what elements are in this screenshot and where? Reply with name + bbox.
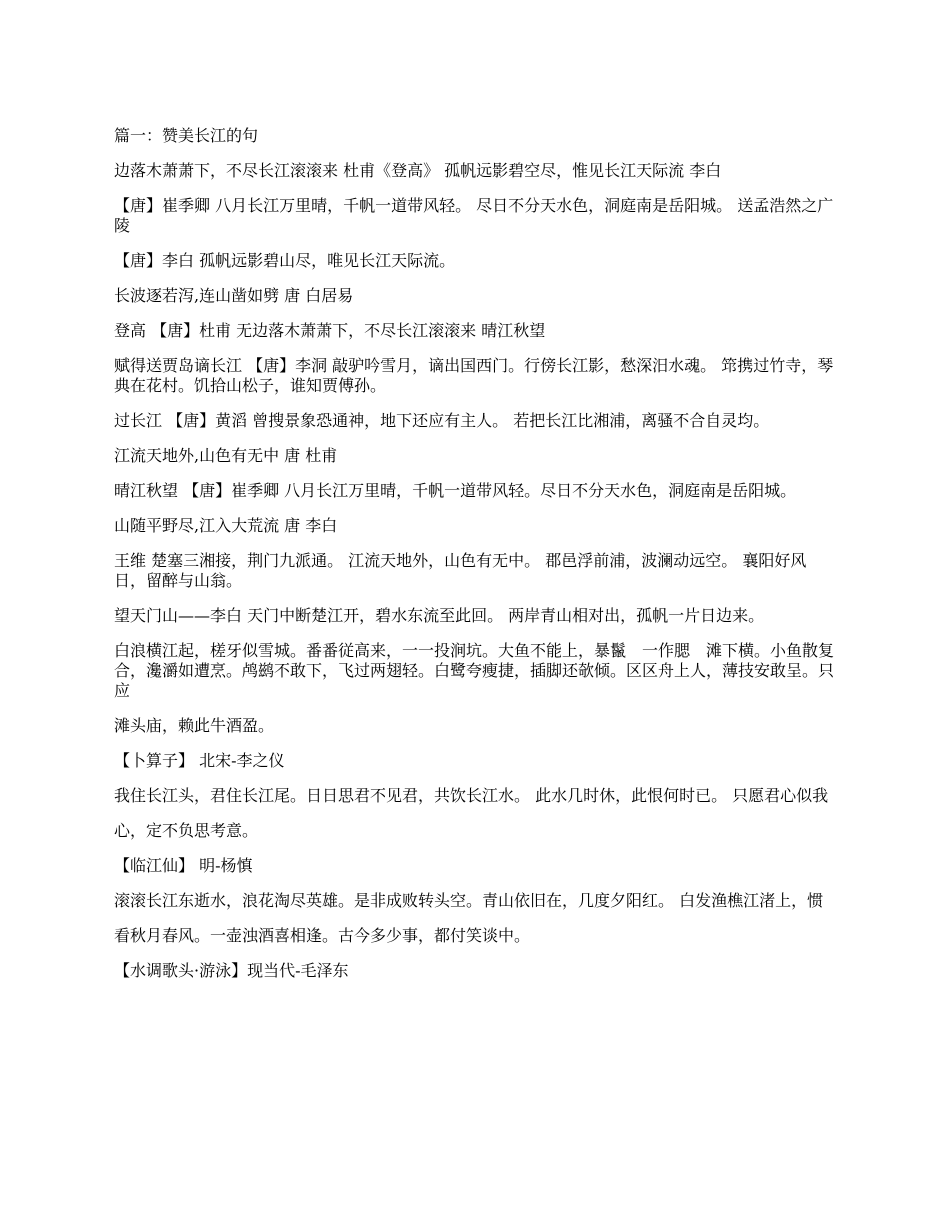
paragraph: 赋得送贾岛谪长江 【唐】李洞 敲驴吟雪月，谪出国西门。行傍长江影，愁深汨水魂。 筇携过竹寺，琴典在花村。饥拾山松子，谁知贾傅孙。 xyxy=(114,356,834,395)
poem-heading: 【临江仙】 明-杨慎 xyxy=(114,856,253,875)
paragraph: 【唐】李白 孤帆远影碧山尽，唯见长江天际流。 xyxy=(114,251,456,270)
paragraph: 滚滚长江东逝水，浪花淘尽英雄。是非成败转头空。青山依旧在，几度夕阳红。 白发渔樵江渚上，惯 xyxy=(114,891,824,910)
paragraph: 望天门山——李白 天门中断楚江开，碧水东流至此回。 两岸青山相对出，孤帆一片日边来。 xyxy=(114,606,765,625)
paragraph: 心，定不负思考意。 xyxy=(114,821,259,840)
paragraph: 登高 【唐】杜甫 无边落木萧萧下，不尽长江滚滚来 晴江秋望 xyxy=(114,321,546,340)
paragraph: 晴江秋望 【唐】崔季卿 八月长江万里晴，千帆一道带风轻。尽日不分天水色，洞庭南是岳阳城。 xyxy=(114,481,797,500)
paragraph: 看秋月春风。一壶浊酒喜相逢。古今多少事，都付笑谈中。 xyxy=(114,926,531,945)
paragraph: 【唐】崔季卿 八月长江万里晴，千帆一道带风轻。 尽日不分天水色，洞庭南是岳阳城。 送孟浩然之广陵 xyxy=(114,196,834,235)
paragraph: 山随平野尽,江入大荒流 唐 李白 xyxy=(114,516,338,535)
poem-heading: 【卜算子】 北宋-李之仪 xyxy=(114,751,285,770)
paragraph: 我住长江头，君住长江尾。日日思君不见君，共饮长江水。 此水几时休，此恨何时已。 只愿君心似我 xyxy=(114,786,829,805)
section-heading: 篇一：赞美长江的句 xyxy=(114,126,259,145)
paragraph: 滩头庙，赖此牛酒盈。 xyxy=(114,716,275,735)
paragraph: 边落木萧萧下，不尽长江滚滚来 杜甫《登高》 孤帆远影碧空尽，惟见长江天际流 李白 xyxy=(114,161,722,180)
paragraph: 白浪横江起，槎牙似雪城。番番従高来，一一投涧坑。大鱼不能上，暴鬣 一作腮 滩下横。小鱼散复合，瀺灂如遭烹。鸬鹚不敢下，飞过两翅轻。白鹭夸瘦捷，插脚还欹倾。区区舟上人，薄技安敢呈。只应 xyxy=(114,641,835,700)
paragraph: 过长江 【唐】黄滔 曾搜景象恐通神，地下还应有主人。 若把长江比湘浦，离骚不合自灵均。 xyxy=(114,411,770,430)
paragraph: 江流天地外,山色有无中 唐 杜甫 xyxy=(114,446,338,465)
document-body xyxy=(114,126,838,996)
paragraph: 长波逐若泻,连山凿如劈 唐 白居易 xyxy=(114,286,354,305)
paragraph: 王维 楚塞三湘接，荆门九派通。 江流天地外，山色有无中。 郡邑浮前浦，波澜动远空。 襄阳好风日，留醉与山翁。 xyxy=(114,551,807,590)
poem-heading: 【水调歌头·游泳】现当代-毛泽东 xyxy=(114,961,349,980)
